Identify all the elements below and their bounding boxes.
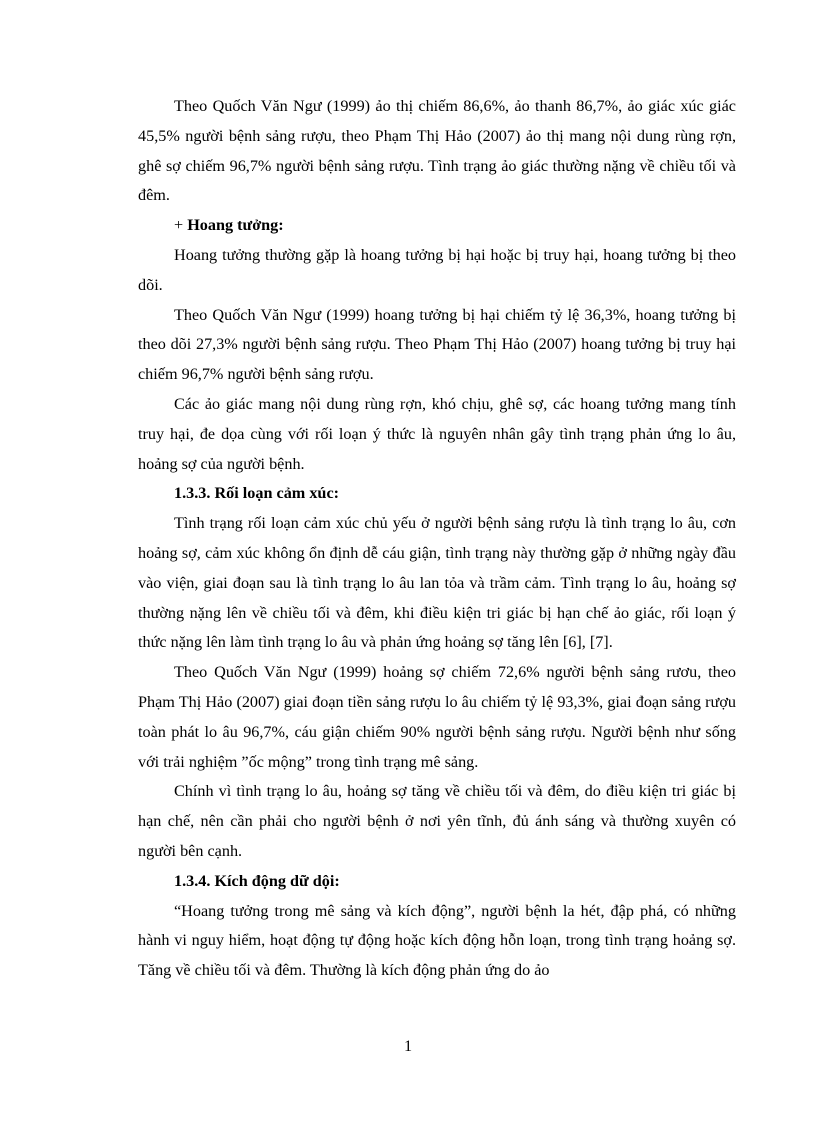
heading-hoang-tuong	[138, 211, 736, 241]
paragraph-kich-dong: “Hoang tưởng trong mê sảng và kích động”, người bệnh la hét, đập phá, có những hành vi nguy hiểm, hoạt động tự động hoặc kích động hỗn loạn, trong tình trạng hoảng sợ. Tăng về chiều tối và đêm. Thường là kích động phản ứng do ảo	[138, 901, 736, 980]
heading-kich-dong: 1.3.4. Kích động dữ dội:	[174, 871, 340, 890]
paragraph-lo-au-cause: Các ảo giác mang nội dung rùng rợn, khó chịu, ghê sợ, các hoang tưởng mang tính truy hại, đe dọa cùng với rối loạn ý thức là nguyên nhân gây tình trạng phản ứng lo âu, hoảng sợ của người bệnh.	[138, 394, 736, 473]
paragraph-ao-giac-stats: Theo Quốch Văn Ngư (1999) ảo thị chiếm 86,6%, ảo thanh 86,7%, ảo giác xúc giác 45,5% người bệnh sảng rượu, theo Phạm Thị Hảo (2007) ảo thị mang nội dung rùng rợn, ghê sợ chiếm 96,7% người bệnh sảng rượu. Tình trạng ảo giác thường nặng về chiều tối và đêm.	[138, 97, 736, 205]
paragraph-hoang-so-stats: Theo Quốch Văn Ngư (1999) hoảng sợ chiếm 72,6% người bệnh sảng rươu, theo Phạm Thị Hảo (2007) giai đoạn tiền sảng rượu lo âu chiếm tỷ lệ 93,3%, giai đoạn sảng rượu toàn phát lo âu 96,7%, cáu giận chiếm 90% người bệnh sảng rượu. Người bệnh như sống với trải nghiệm ”ốc mộng” trong tình trạng mê sảng.	[138, 663, 736, 771]
document-body	[138, 92, 736, 986]
heading-hoang-tuong-prefix: +	[174, 216, 188, 235]
paragraph-roi-loan-cam-xuc: Tình trạng rối loạn cảm xúc chủ yếu ở người bệnh sảng rượu là tình trạng lo âu, cơn hoảng sợ, cảm xúc không ổn định dễ cáu giận, tình trạng này thường gặp ở những ngày đầu vào viện, giai đoạn sau là tình trạng lo âu lan tỏa và trầm cảm. Tình trạng lo âu, hoảng sợ thường nặng lên về chiều tối và đêm, khi điều kiện tri giác bị hạn chế ảo giác, rối loạn ý thức nặng lên làm tình trạng lo âu và phản ứng hoảng sợ tăng lên [6], [7].	[138, 514, 736, 652]
page-number: 1	[403, 1037, 413, 1055]
paragraph-care-advice: Chính vì tình trạng lo âu, hoảng sợ tăng về chiều tối và đêm, do điều kiện tri giác bị hạn chế, nên cần phải cho người bệnh ở nơi yên tĩnh, đủ ánh sáng và thường xuyên có người bên cạnh.	[138, 782, 736, 860]
heading-roi-loan-cam-xuc: 1.3.3. Rối loạn cảm xúc:	[174, 484, 340, 503]
paragraph-hoang-tuong-stats: Theo Quốch Văn Ngư (1999) hoang tưởng bị hại chiếm tỷ lệ 36,3%, hoang tưởng bị theo dõi 27,3% người bệnh sảng rượu. Theo Phạm Thị Hảo (2007) hoang tưởng bị truy hại chiếm 96,7% người bệnh sảng rượu.	[138, 305, 736, 384]
heading-hoang-tuong-text: Hoang tưởng:	[187, 216, 284, 235]
paragraph-hoang-tuong-types: Hoang tưởng thường gặp là hoang tưởng bị hại hoặc bị truy hại, hoang tưởng bị theo dõi.	[138, 245, 736, 294]
